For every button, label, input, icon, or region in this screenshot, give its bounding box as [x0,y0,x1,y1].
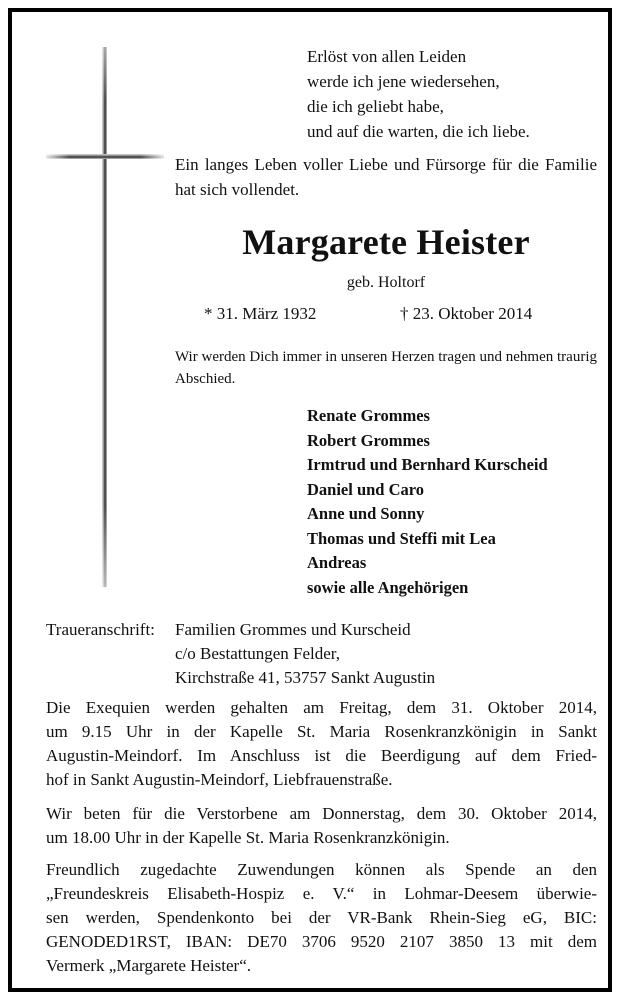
prayer-paragraph [46,802,597,850]
paragraph-line: Vermerk „Margarete Heister“. [46,956,251,975]
poem-line: und auf die warten, die ich liebe. [307,122,530,141]
mourner: Robert Grommes [307,430,430,450]
paragraph-line: „Freundeskreis Elisabeth-Hospiz e. V.“ in Lohmar-Deesem überwie- [46,884,597,903]
paragraph-line: um 18.00 Uhr in der Kapelle St. Maria Rosenkranzkönigin. [46,828,450,847]
paragraph-line: um 9.15 Uhr in der Kapelle St. Maria Rosenkranzkönigin in Sankt [46,722,597,741]
poem-line: Erlöst von allen Leiden [307,47,467,66]
mourners-list [307,404,548,600]
mourner: Anne und Sonny [307,504,425,523]
address-line: c/o Bestattungen Felder, [175,644,341,663]
exequien-paragraph [46,696,597,792]
cross-icon-bar [46,154,164,159]
paragraph-line: sen werden, Spendenkonto bei der VR-Bank Rhein-Sieg eG, BIC: [46,908,597,927]
paragraph-line: Wir beten für die Verstorbene am Donnerstag, dem 30. Oktober 2014, [46,804,597,823]
intro-text: Ein langes Leben voller Liebe und Fürsorge für die Familie hat sich vollendet. [175,155,597,199]
born-name: geb. Holtorf [346,274,426,291]
donations-paragraph [46,858,597,978]
mourner: Daniel und Caro [307,479,425,499]
address-label: Traueranschrift: [46,620,155,639]
cross-icon [102,47,107,587]
address-line: Kirchstraße 41, 53757 Sankt Augustin [175,668,436,687]
mourner: Irmtrud und Bernhard Kurscheid [307,455,548,474]
poem-line: werde ich jene wiedersehen, [307,72,500,91]
farewell-text: Wir werden Dich immer in unseren Herzen tragen und nehmen traurig Abschied. [175,349,597,387]
address-line: Familien Grommes und Kurscheid [175,620,411,639]
mourner: Andreas [307,553,367,572]
mourner: Renate Grommes [307,406,430,425]
death-date: † 23. Oktober 2014 [400,304,533,323]
poem-line: die ich geliebt habe, [307,97,444,116]
paragraph-line: Augustin-Meindorf. Im Anschluss ist die Beerdigung auf dem Fried- [46,746,597,765]
address-block [175,618,435,690]
mourner: Thomas und Steffi mit Lea [307,528,496,548]
paragraph-line: GENODED1RST, IBAN: DE70 3706 9520 2107 3850 13 mit dem [46,932,597,951]
poem [307,44,597,144]
mourner: sowie alle Angehörigen [307,577,469,597]
deceased-name: Margarete Heister [242,222,530,262]
paragraph-line: Freundlich zugedachte Zuwendungen können als Spende an den [46,860,597,879]
birth-date: * 31. März 1932 [204,304,317,323]
obituary-notice [8,8,612,992]
paragraph-line: Die Exequien werden gehalten am Freitag, dem 31. Oktober 2014, [46,698,597,717]
paragraph-line: hof in Sankt Augustin-Meindorf, Liebfrauenstraße. [46,770,393,789]
